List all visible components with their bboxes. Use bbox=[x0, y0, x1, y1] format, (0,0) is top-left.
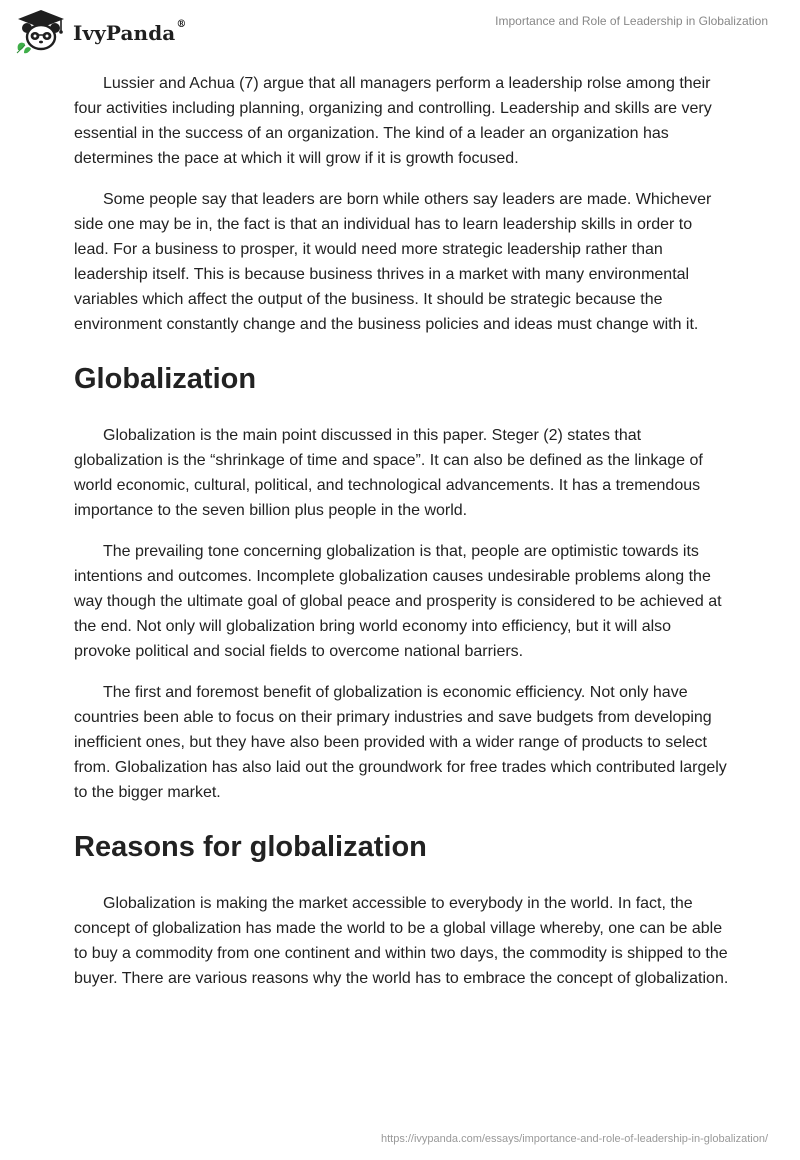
logo-text: IvyPanda bbox=[73, 21, 176, 45]
registered-mark: ® bbox=[176, 19, 187, 30]
logo-wordmark bbox=[73, 21, 186, 45]
panda-graduate-icon bbox=[15, 9, 67, 55]
section-heading-reasons-for-globalization: Reasons for globalization bbox=[74, 831, 427, 863]
paragraph-leaders-born-or-made: Some people say that leaders are born while others say leaders are made. Whichever side one may be in, the fact is that an individual has to learn leadership skills in order to lead. For a business to prosper, it would need more strategic leadership rather than leadership itself. This is because business thrives in a market with many environmental variables which affect the output of the business. It should be strategic because the environment constantly change and the business policies and ideas must change with it. bbox=[74, 191, 712, 333]
section-heading-globalization: Globalization bbox=[74, 363, 257, 395]
ivypanda-logo[interactable] bbox=[15, 8, 186, 56]
source-url[interactable]: https://ivypanda.com/essays/importance-and-role-of-leadership-in-globalization/ bbox=[380, 1133, 768, 1145]
paragraph-globalization-definition: Globalization is the main point discussed in this paper. Steger (2) states that globalization is the “shrinkage of time and space”. It can also be defined as the linkage of world economic, cultural, political, and technological advancements. It has a tremendous importance to the seven billion plus people in the world. bbox=[74, 427, 703, 519]
document-title: Importance and Role of Leadership in Globalization bbox=[495, 14, 768, 28]
paragraph-prevailing-tone: The prevailing tone concerning globalization is that, people are optimistic towards its intentions and outcomes. Incomplete globalization causes undesirable problems along the way though the ultimate goal of global peace and prosperity is considered to be achieved at the end. Not only will globalization bring world economy into efficiency, but it will also provoke political and social fields to overcome national barriers. bbox=[74, 543, 722, 660]
page-header bbox=[0, 0, 800, 60]
paragraph-market-accessibility: Globalization is making the market accessible to everybody in the world. In fact, the concept of globalization has made the world to be a global village whereby, one can be able to buy a commodity from one continent and within two days, the commodity is shipped to the buyer. There are various reasons why the world has to embrace the concept of globalization. bbox=[74, 895, 729, 987]
essay-content bbox=[74, 71, 730, 1007]
paragraph-economic-efficiency: The first and foremost benefit of globalization is economic efficiency. Not only have countries been able to focus on their primary industries and save budgets from developing inefficient ones, but they have also been provided with a wider range of products to select from. Globalization has also laid out the groundwork for free trades which contributed largely to the bigger market. bbox=[74, 684, 727, 801]
paragraph-leadership-roles: Lussier and Achua (7) argue that all managers perform a leadership rolse among their four activities including planning, organizing and controlling. Leadership and skills are very essential in the success of an organization. The kind of a leader an organization has determines the pace at which it will grow if it is growth focused. bbox=[74, 75, 712, 167]
